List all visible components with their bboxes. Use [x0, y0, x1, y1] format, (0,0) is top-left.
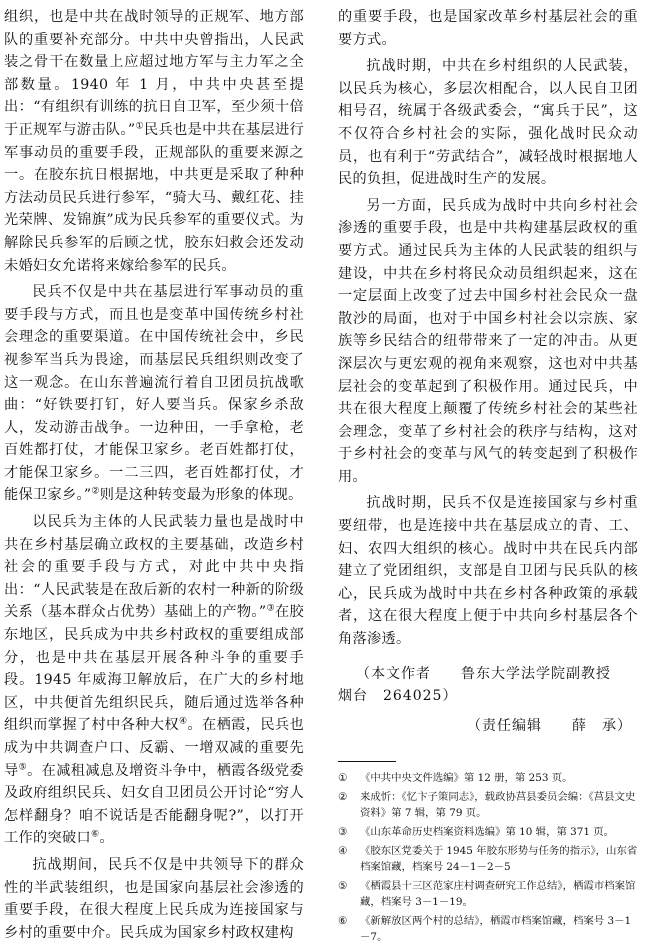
- paragraph: [4, 281, 304, 507]
- paragraph-text: 另一方面，民兵成为战时中共向乡村社会渗透的重要手段，也是中共构建基层政权的重要方式。通过民兵为主体的人民武装的组织与建设，中共在乡村将民众动员组织起来，这在一定层面上改变了过去中国乡村社会民众一盘散沙的局面，也对于中国乡村社会以宗族、家族等乡民结合的纽带带来了一定的冲击。从更深层次与更宏观的视角来观察，这也对中共基层社会的变革起到了积极作用。通过民兵，中共在很大程度上颠覆了传统乡村社会的某些社会理念，变革了乡村社会的秩序与结构，这对于乡村社会的变革与风气的转变起到了积极作用。: [338, 197, 638, 485]
- author-note: [338, 663, 638, 707]
- paragraph-text: 抗战期间，民兵不仅是中共领导下的群众性的半武装组织，也是国家向基层社会渗透的重要手段，在很大程度上民兵成为连接国家与乡村的重要中介。民兵成为国家乡村政权建构: [4, 856, 304, 941]
- left-column: [4, 6, 304, 948]
- author-address: 烟台 264025）: [338, 687, 458, 704]
- paragraph: [4, 6, 304, 277]
- paragraph-text: 民兵不仅是中共在基层进行军事动员的重要手段与方式，而且也是变革中国传统乡村社会理念的重要渠道。在中国传统社会中，乡民视参军当兵为畏途，而基层民兵组织则改变了这一观念。在山东普遍流行着自卫团员抗战歌曲：“好铁要打钉，好人要当兵。保家乡杀敌人，发动游击战争。一边种田，一手拿枪，老百姓都打仗，才能保卫家乡。老百姓都打仗，才能保卫家乡。一二三四，老百姓都打仗，才能保卫家乡。”: [4, 284, 304, 504]
- author-affiliation: （本文作者 鲁东大学法学院副教授: [356, 665, 611, 682]
- footnote-text: 来成忻：《忆卞子策同志》，载政协莒县委员会编：《莒县文史资料》第 7 辑，第 79 页。: [360, 790, 636, 819]
- footnote-ref[interactable]: ①: [135, 121, 144, 132]
- footnote-ref[interactable]: ⑥: [90, 829, 100, 840]
- paragraph-text: 。在栖霞，民兵也成为中共调查户口、反霸、一增双减的重要先导: [4, 717, 304, 779]
- paragraph-text: 在胶东地区，民兵成为中共乡村政权的重要组成部分，也是中共在基层开展各种斗争的重要手段。1945 年威海卫解放后，在广大的乡村地区，中共便首先组织民兵，随后通过选举各种组织而掌握了村中各种大权: [4, 604, 304, 734]
- paragraph-text: 。: [99, 830, 114, 847]
- footnotes-list: [338, 770, 638, 945]
- paragraph: [338, 6, 638, 51]
- footnote-mark: ②: [338, 790, 348, 803]
- footnote-divider: [338, 761, 396, 762]
- right-column: [338, 6, 638, 948]
- paragraph-text: 组织，也是中共在战时领导的正规军、地方部队的重要补充部分。中共中央曾指出，人民武装之骨干在数量上应超过地方军与主力军之全部数量。1940 年 1 月，中共中央甚至提出：“有组织有训练的抗日自卫军，至少须十倍于正规军与游击队。”: [4, 9, 304, 138]
- paragraph-text: 则是这种转变最为形象的体现。: [99, 487, 303, 504]
- footnote-ref[interactable]: ④: [178, 716, 188, 727]
- footnote-mark: ①: [338, 771, 348, 784]
- paragraph-text: 民兵也是中共在基层进行军事动员的重要手段，正规部队的重要来源之一。在胶东抗日根据地，中共更是采取了种种方法动员民兵进行参军，“骑大马、戴红花、挂光荣牌、发锦旗”成为民兵参军的重要仪式。为解除民兵参军的后顾之忧，胶东妇救会还发动未婚妇女允诺将来嫁给参军的民兵。: [4, 121, 305, 274]
- paragraph-text: 抗战时期，民兵不仅是连接国家与乡村重要纽带，也是连接中共在基层成立的青、工、妇、农四大组织的核心。战时中共在民兵内部建立了党团组织，支部是自卫团与民兵队的核心，民兵成为战时中共在乡村各种政策的承载者，这在很大程度上便于中共向乡村基层各个角落渗透。: [338, 495, 638, 648]
- paragraph: [338, 195, 638, 489]
- footnote-text: 《新解放区两个村的总结》，栖霞市档案馆藏，档案号 3－1－7。: [360, 914, 632, 943]
- paragraph: [338, 55, 638, 191]
- footnote-item: [338, 878, 638, 910]
- footnote-mark: ⑤: [338, 879, 348, 892]
- footnote-ref[interactable]: ⑤: [18, 761, 28, 772]
- footnote-mark: ③: [338, 825, 348, 838]
- paragraph-text: 抗战时期，中共在乡村组织的人民武装，以民兵为核心，多层次相配合，以人民自卫团相号召，统属于各级武委会，“寓兵于民”，这不仅符合乡村社会的实际，强化战时民众动员，也有利于“劳武结合”，减轻战时根据地人民的负担，促进战时生产的发展。: [338, 58, 638, 188]
- footnote-ref[interactable]: ②: [91, 486, 100, 497]
- paragraph: [338, 492, 638, 650]
- footnote-mark: ⑥: [338, 914, 348, 927]
- footnote-mark: ④: [338, 844, 348, 857]
- footnote-item: [338, 843, 638, 875]
- footnote-item: [338, 789, 638, 821]
- footnote-text: 《胶东区党委关于 1945 年胶东形势与任务的指示》，山东省档案馆藏，档案号 24－1－2－5: [360, 844, 638, 873]
- footnote-text: 《中共中央文件选编》第 12 册，第 253 页。: [360, 771, 573, 784]
- footnote-item: [338, 770, 638, 786]
- paragraph-text: 。在减租减息及增资斗争中，栖霞各级党委及政府组织民兵、妇女自卫团员公开讨论“穷人怎样翻身？咱不说话是否能翻身呢?”，以打开工作的突破口: [4, 762, 304, 847]
- paragraph-text: 的重要手段，也是国家改革乡村基层社会的重要方式。: [338, 9, 638, 48]
- footnote-item: [338, 913, 638, 945]
- footnote-item: [338, 824, 638, 840]
- footnote-text: 《栖霞县十三区范家庄村调查研究工作总结》，栖霞市档案馆藏，档案号 3－1－19。: [360, 879, 636, 908]
- paragraph: [4, 854, 304, 944]
- paragraph: [4, 511, 304, 850]
- responsible-editor: （责任编辑 薛 承）: [467, 717, 632, 734]
- paragraph-text: 以民兵为主体的人民武装力量也是战时中共在乡村基层确立政权的主要基础，改造乡村社会的重要手段与方式，对此中共中央指出：“人民武装是在敌后新的农村一种新的阶级关系（基本群众占优势）基础上的产物。”: [4, 514, 304, 621]
- footnote-ref[interactable]: ③: [266, 603, 275, 614]
- footnote-text: 《山东革命历史档案资料选编》第 10 辑，第 371 页。: [360, 825, 615, 838]
